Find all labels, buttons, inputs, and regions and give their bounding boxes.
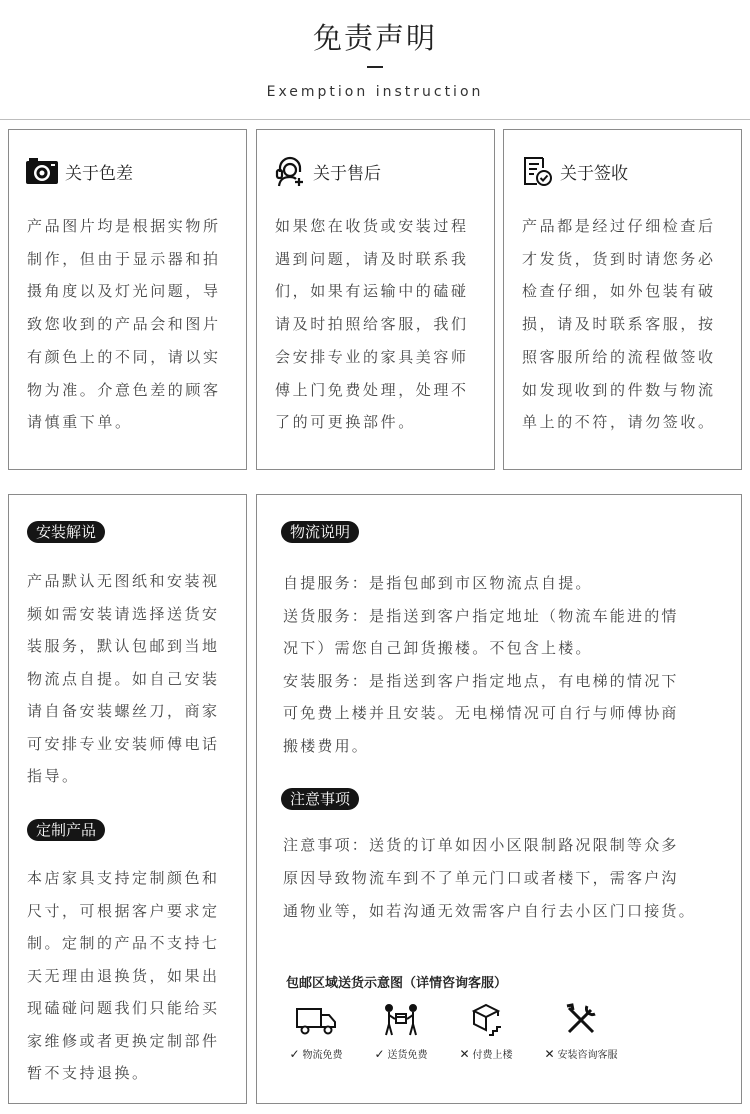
service-free-logistics bbox=[276, 1000, 356, 1061]
card-line: 们，如果有运输中的磕碰 bbox=[275, 282, 469, 301]
text-line: 原因导致物流车到不了单元门口或者楼下，需客户沟 bbox=[283, 869, 679, 887]
signing-card bbox=[503, 129, 742, 470]
text-line: 尺寸，可根据客户要求定 bbox=[27, 901, 220, 920]
text-line: 可安排专业安装师傅电话 bbox=[27, 734, 220, 753]
card-title: 关于色差 bbox=[65, 163, 133, 184]
text-line: 况下）需您自己卸货搬楼。不包含上楼。 bbox=[283, 639, 593, 658]
text-line: 天无理由退换货，如果出 bbox=[27, 966, 220, 985]
page-header bbox=[0, 0, 750, 120]
custom-text bbox=[27, 862, 220, 1090]
logistics-label: 物流说明 bbox=[281, 521, 359, 543]
notice-label: 注意事项 bbox=[281, 788, 359, 810]
page-title: 免责声明 bbox=[312, 21, 437, 55]
text-line: 产品默认无图纸和安装视 bbox=[27, 572, 220, 590]
card-line: 产品图片均是根据实物所 bbox=[27, 217, 221, 235]
text-line: 搬楼费用。 bbox=[283, 736, 370, 755]
card-line: 物为准。介意色差的顾客 bbox=[27, 380, 221, 399]
card-line: 摄角度以及灯光问题，导 bbox=[27, 282, 221, 301]
notice-text bbox=[283, 829, 696, 928]
text-line: 通物业等，如若沟通无效需客户自行去小区门口接货。 bbox=[283, 902, 696, 920]
card-body bbox=[27, 210, 221, 439]
text-line: 注意事项：送货的订单如因小区限制路况限制等众多 bbox=[283, 836, 679, 854]
text-line: 送货服务：是指送到客户指定地址（物流车能进的情 bbox=[283, 606, 679, 625]
check-icon: ✓ bbox=[374, 1046, 385, 1061]
install-text bbox=[27, 565, 220, 793]
cross-icon: ✕ bbox=[544, 1046, 555, 1061]
card-line: 损，请及时联系客服，按 bbox=[522, 315, 716, 334]
service-label: 安装咨询客服 bbox=[557, 1050, 618, 1061]
logistics-text bbox=[283, 567, 679, 763]
text-line: 频如需安装请选择送货安 bbox=[27, 604, 220, 623]
cross-icon: ✕ bbox=[459, 1046, 470, 1061]
delivery-person-icon bbox=[361, 1000, 441, 1040]
after-sales-card bbox=[256, 129, 495, 470]
text-line: 安装服务：是指送到客户指定地点，有电梯的情况下 bbox=[283, 671, 679, 690]
card-line: 请及时拍照给客服，我们 bbox=[275, 315, 469, 334]
service-label: 付费上楼 bbox=[472, 1050, 513, 1061]
color-difference-card bbox=[8, 129, 247, 470]
card-line: 了的可更换部件。 bbox=[275, 413, 416, 432]
text-line: 装服务，默认包邮到当地 bbox=[27, 637, 220, 655]
card-line: 产品都是经过仔细检查后 bbox=[522, 217, 716, 235]
text-line: 请自备安装螺丝刀，商家 bbox=[27, 702, 220, 720]
text-line: 可免费上楼并且安装。无电梯情况可自行与师傅协商 bbox=[283, 704, 679, 723]
truck-icon bbox=[276, 1000, 356, 1040]
box-stairs-icon bbox=[446, 1000, 526, 1040]
customer-service-icon bbox=[273, 154, 307, 188]
text-line: 指导。 bbox=[27, 767, 80, 785]
card-body bbox=[275, 210, 469, 439]
text-line: 本店家具支持定制颜色和 bbox=[27, 869, 220, 887]
card-line: 遇到问题，请及时联系我 bbox=[275, 249, 469, 268]
text-line: 物流点自提。如自己安装 bbox=[27, 669, 220, 688]
camera-icon bbox=[25, 154, 59, 188]
install-custom-card bbox=[8, 494, 247, 1104]
text-line: 家维修或者更换定制部件 bbox=[27, 1031, 220, 1050]
text-line: 制。定制的产品不支持七 bbox=[27, 934, 220, 952]
header-divider bbox=[0, 119, 750, 120]
card-line: 傅上门免费处理，处理不 bbox=[275, 380, 469, 399]
check-icon: ✓ bbox=[289, 1046, 300, 1061]
card-line: 如果您在收货或安装过程 bbox=[275, 217, 469, 235]
tools-icon bbox=[541, 1000, 621, 1040]
card-line: 致您收到的产品会和图片 bbox=[27, 315, 221, 334]
text-line: 暂不支持退换。 bbox=[27, 1064, 150, 1082]
card-line: 如发现收到的件数与物流 bbox=[522, 380, 716, 399]
title-dash bbox=[367, 66, 383, 68]
service-install-consult bbox=[541, 1000, 621, 1061]
card-line: 有颜色上的不同，请以实 bbox=[27, 347, 221, 366]
service-free-delivery bbox=[361, 1000, 441, 1061]
service-paid-stairs bbox=[446, 1000, 526, 1061]
custom-label: 定制产品 bbox=[27, 819, 105, 841]
card-line: 才发货，货到时请您务必 bbox=[522, 249, 716, 268]
card-line: 会安排专业的家具美容师 bbox=[275, 347, 469, 366]
card-body bbox=[522, 210, 716, 439]
text-line: 现磕碰问题我们只能给买 bbox=[27, 999, 220, 1017]
service-label: 物流免费 bbox=[302, 1050, 343, 1061]
text-line: 自提服务：是指包邮到市区物流点自提。 bbox=[283, 574, 593, 592]
card-line: 单上的不符，请勿签收。 bbox=[522, 413, 716, 432]
service-label: 送货免费 bbox=[387, 1050, 428, 1061]
card-line: 检查仔细，如外包装有破 bbox=[522, 282, 716, 301]
signed-document-icon bbox=[520, 154, 554, 188]
install-label: 安装解说 bbox=[27, 521, 105, 543]
delivery-title: 包邮区域送货示意图（详情咨询客服） bbox=[286, 976, 508, 991]
card-line: 制作，但由于显示器和拍 bbox=[27, 249, 221, 268]
card-line: 照客服所给的流程做签收 bbox=[522, 347, 716, 366]
page-subtitle: Exemption instruction bbox=[266, 84, 484, 100]
card-title: 关于售后 bbox=[313, 163, 381, 184]
card-line: 请慎重下单。 bbox=[27, 413, 133, 432]
card-title: 关于签收 bbox=[560, 163, 628, 184]
